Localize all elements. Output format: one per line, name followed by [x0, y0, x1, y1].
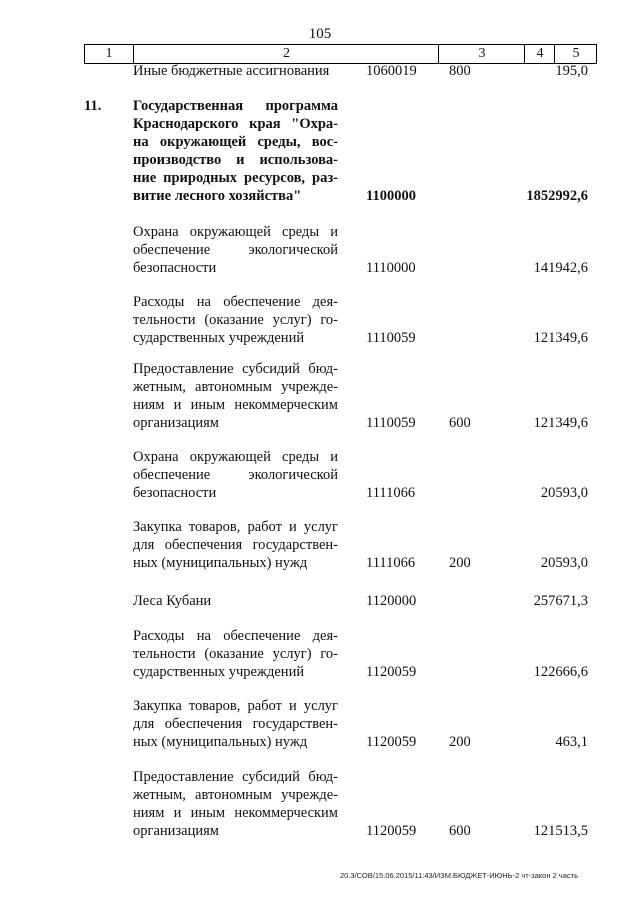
item-name-line: витие лесного хозяйства" [133, 188, 302, 204]
target-code: 1111066 [366, 555, 416, 571]
amount: 141942,6 [533, 260, 588, 276]
target-code: 1110059 [366, 415, 416, 431]
item-name-line: тельности (оказание услуг) го- [133, 312, 338, 328]
target-code: 1120059 [366, 664, 417, 680]
amount: 257671,3 [533, 593, 588, 609]
expense-type-code: 200 [449, 555, 471, 571]
item-name-line: производство и использова- [133, 152, 338, 168]
item-name-line: организациям [133, 415, 219, 431]
target-code: 1110000 [366, 260, 416, 276]
expense-type-code: 600 [449, 415, 471, 431]
item-name-line: жетным, автономным учрежде- [133, 379, 338, 395]
item-name-line: ние природных ресурсов, раз- [133, 170, 338, 186]
amount: 20593,0 [540, 555, 588, 571]
item-name-line: Краснодарского края "Охра- [133, 116, 338, 132]
item-name-line: ниям и иным некоммерческим [133, 397, 338, 413]
target-code: 1120000 [366, 593, 417, 609]
column-header-4: 4 [524, 45, 555, 63]
item-name-line: для обеспечения государствен- [133, 537, 338, 553]
item-name-line: организациям [133, 823, 219, 839]
item-name [133, 293, 338, 347]
item-name-line: ниям и иным некоммерческим [133, 805, 338, 821]
column-header-5: 5 [554, 45, 597, 63]
item-name [133, 627, 338, 681]
item-name-line: Леса Кубани [133, 593, 212, 609]
expense-type-code: 600 [449, 823, 471, 839]
item-name-line: обеспечение экологической [133, 467, 338, 483]
amount: 121349,6 [533, 330, 588, 346]
item-name-line: Государственная программа [133, 98, 338, 114]
column-header-2: 2 [133, 45, 439, 63]
item-name-line: на окружающей среды, вос- [133, 134, 338, 150]
item-name [133, 518, 338, 572]
item-name [133, 360, 338, 432]
item-name [133, 697, 338, 751]
item-name-line: Иные бюджетные ассигнования [133, 63, 330, 79]
item-name-line: Расходы на обеспечение дея- [133, 628, 338, 644]
item-name-line: Предоставление субсидий бюд- [133, 769, 338, 785]
item-name-line: Расходы на обеспечение дея- [133, 294, 338, 310]
amount: 1852992,6 [526, 188, 588, 204]
item-name-line: Предоставление субсидий бюд- [133, 361, 338, 377]
amount: 195,0 [555, 63, 588, 79]
item-name-line: сударственных учреждений [133, 664, 305, 680]
item-name [133, 223, 338, 277]
item-name-line: Закупка товаров, работ и услуг [133, 698, 338, 714]
target-code: 1120059 [366, 734, 417, 750]
program-number: 11. [84, 98, 102, 114]
amount: 121513,5 [533, 823, 588, 839]
amount: 121349,6 [533, 415, 588, 431]
item-name-line: обеспечение экологической [133, 242, 338, 258]
item-name-line: безопасности [133, 260, 217, 276]
item-name-line: жетным, автономным учрежде- [133, 787, 338, 803]
target-code: 1111066 [366, 485, 416, 501]
item-name-line: ных (муниципальных) нужд [133, 734, 308, 750]
amount: 122666,6 [533, 664, 588, 680]
target-code: 1120059 [366, 823, 417, 839]
item-name-line: Охрана окружающей среды и [133, 224, 338, 240]
item-name-line: безопасности [133, 485, 217, 501]
target-code: 1110059 [366, 330, 416, 346]
item-name-line: ных (муниципальных) нужд [133, 555, 308, 571]
column-header-1: 1 [105, 46, 113, 61]
item-name-line: для обеспечения государствен- [133, 716, 338, 732]
item-name [133, 768, 338, 840]
item-name [133, 448, 338, 502]
item-name-line: Закупка товаров, работ и услуг [133, 519, 338, 535]
amount: 20593,0 [540, 485, 588, 501]
item-name [133, 592, 338, 610]
item-name [133, 97, 338, 205]
item-name [133, 62, 338, 80]
page-number: 105 [308, 26, 332, 42]
target-code: 1060019 [366, 63, 417, 79]
item-name-line: тельности (оказание услуг) го- [133, 646, 338, 662]
document-footer: 20.3/СОВ/15.06.2015/11:43/ИЗМ.БЮДЖЕТ-ИЮНЬ-2 чт-закон 2 часть [340, 871, 578, 880]
target-code: 1100000 [366, 188, 416, 204]
amount: 463,1 [555, 734, 588, 750]
expense-type-code: 200 [449, 734, 471, 750]
item-name-line: Охрана окружающей среды и [133, 449, 338, 465]
item-name-line: сударственных учреждений [133, 330, 305, 346]
expense-type-code: 800 [449, 63, 471, 79]
column-header-3: 3 [438, 45, 525, 63]
table-header-row [84, 44, 597, 64]
